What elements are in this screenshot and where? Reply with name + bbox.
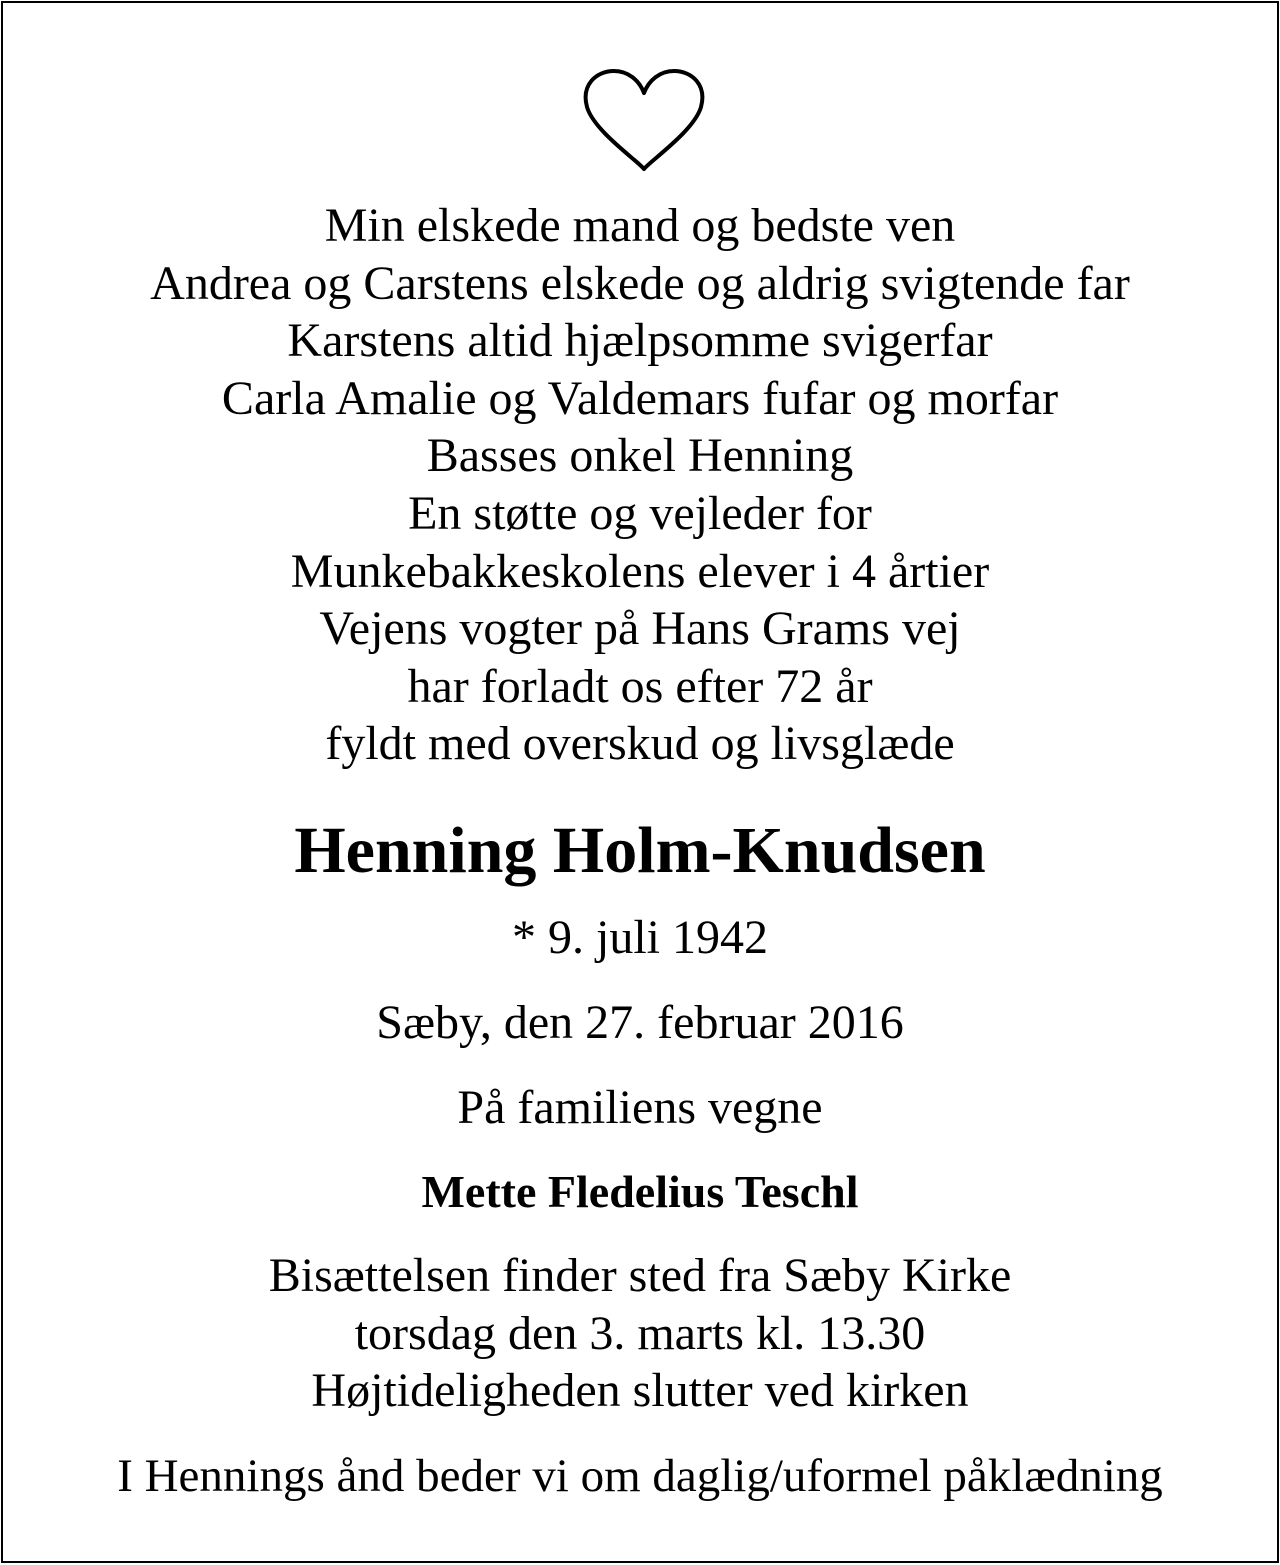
- tribute-line: har forladt os efter 72 år: [407, 659, 873, 713]
- tribute-line: Vejens vogter på Hans Grams vej: [319, 602, 961, 656]
- signer-name: Mette Fledelius Teschl: [421, 1166, 859, 1217]
- funeral-line: torsdag den 3. marts kl. 13.30: [354, 1306, 926, 1360]
- on-behalf-text: På familiens vegne: [457, 1081, 823, 1134]
- tribute-line: Munkebakkeskolens elever i 4 årtier: [290, 544, 990, 598]
- deceased-name: Henning Holm-Knudsen: [294, 814, 986, 887]
- heart-icon: [582, 67, 706, 173]
- obituary-notice: [1, 1, 1279, 1563]
- tribute-line: Andrea og Carstens elskede og aldrig svigtende far: [150, 256, 1130, 310]
- tribute-line: En støtte og vejleder for: [408, 486, 872, 540]
- tribute-line: fyldt med overskud og livsglæde: [325, 717, 955, 771]
- dress-code-note: I Hennings ånd beder vi om daglig/uformel påklædning: [117, 1450, 1163, 1502]
- tribute-text: [3, 197, 1277, 773]
- birth-date: * 9. juli 1942: [511, 911, 768, 964]
- funeral-line: Bisættelsen finder sted fra Sæby Kirke: [268, 1249, 1012, 1302]
- tribute-line: Carla Amalie og Valdemars fufar og morfar: [221, 371, 1059, 425]
- tribute-line: Karstens altid hjælpsomme svigerfar: [287, 314, 993, 368]
- place-and-date: Sæby, den 27. februar 2016: [376, 996, 904, 1049]
- tribute-line: Min elskede mand og bedste ven: [324, 199, 956, 252]
- funeral-details: [3, 1247, 1277, 1420]
- funeral-line: Højtideligheden slutter ved kirken: [311, 1364, 969, 1417]
- tribute-line: Basses onkel Henning: [426, 429, 854, 483]
